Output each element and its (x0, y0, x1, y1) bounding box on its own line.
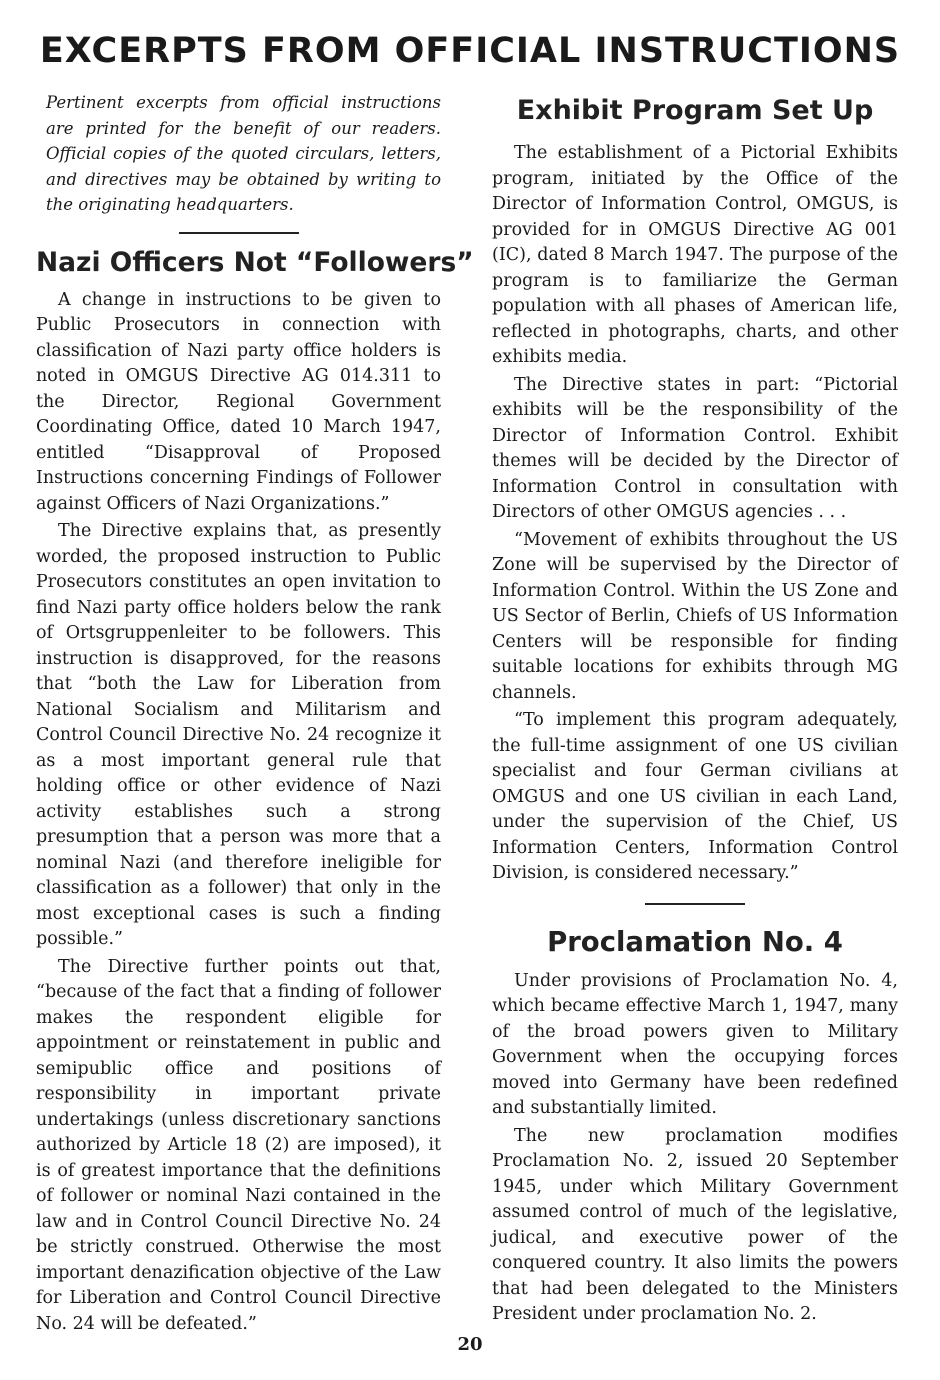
article-paragraph: The new proclamation modifies Proclamation No. 2, issued 20 September 1945, under which Military Government assumed control of much of the legislative, judical, and executive power of the conquered country. It also limits the powers that had been delegated to the Ministers President under proclamation No. 2. (492, 1125, 898, 1324)
right-column (492, 94, 898, 1328)
page-title: EXCERPTS FROM OFFICIAL INSTRUCTIONS (39, 31, 901, 71)
left-column (36, 90, 474, 1337)
section-title-exhibit-program: Exhibit Program Set Up (516, 95, 874, 126)
article-paragraph: The establishment of a Pictorial Exhibits program, initiated by the Office of the Director of Information Control, OMGUS, is provided for in OMGUS Directive AG 001 (IC), dated 8 March 1947. The purpose of the program is to familiarize the German population with all phases of American life, reflected in photographs, charts, and other exhibits media. (492, 143, 898, 367)
page-number: 20 (457, 1334, 483, 1355)
article-paragraph: “Movement of exhibits throughout the US Zone will be supervised by the Director of Information Control. Within the US Zone and US Sector of Berlin, Chiefs of US Information Centers will be responsible for finding suitable locations for exhibits through MG channels. (492, 529, 898, 703)
section-title-proclamation: Proclamation No. 4 (547, 925, 843, 958)
section-divider (645, 903, 745, 905)
section-title-nazi-officers: Nazi Officers Not “Followers” (36, 246, 474, 278)
article-paragraph: A change in instructions to be given to Public Prosecutors in connection with classification of Nazi party office holders is noted in OMGUS Directive AG 014.311 to the Director, Regional Government Coordinating Office, dated 10 March 1947, entitled “Disapproval of Proposed Instructions concerning Findings of Follower against Officers of Nazi Organizations.” (36, 289, 441, 514)
section-divider (179, 232, 299, 234)
article-paragraph: Under provisions of Proclamation No. 4, which became effective March 1, 1947, many of the broad powers given to Military Government when the occupying forces moved into Germany have been redefined and substantially limited. (492, 970, 898, 1118)
intro-note: Pertinent excerpts from official instructions are printed for the benefit of our readers. Official copies of the quoted circulars, letters, and directives may be obtained by writing to the originating headquarters. (46, 93, 441, 214)
article-paragraph: The Directive states in part: “Pictorial exhibits will be the responsibility of the Director of Information Control. Exhibit themes will be decided by the Director of Information Control in consultation with Directors of other OMGUS agencies . . . (492, 374, 898, 522)
article-paragraph: “To implement this program adequately, the full-time assignment of one US civilian specialist and four German civilians at OMGUS and one US civilian in each Land, under the supervision of the Chief, US Information Centers, Information Control Division, is considered necessary.” (492, 710, 898, 883)
article-paragraph: The Directive explains that, as presently worded, the proposed instruction to Public Prosecutors constitutes an open invitation to find Nazi party office holders below the rank of Ortsgruppenleiter to be followers. This instruction is disapproved, for the reasons that “both the Law for Liberation from National Socialism and Militarism and Control Council Directive No. 24 recognize it as a most important general rule that holding office or other evidence of Nazi activity establishes such a strong presumption that a person was more that a nominal Nazi (and therefore ineligible for classification as a follower) that only in the most exceptional cases is such a finding possible.” (36, 521, 441, 949)
article-paragraph: The Directive further points out that, “because of the fact that a finding of follower makes the respondent eligible for appointment or reinstatement in public and semipublic office and positions of responsibility in important private undertakings (unless discretionary sanctions authorized by Article 18 (2) are imposed), it is of greatest importance that the definitions of follower or nominal Nazi contained in the law and in Control Council Directive No. 24 be strictly construed. Otherwise the most important denazification objective of the Law for Liberation and Control Council Directive No. 24 will be defeated.” (36, 956, 441, 1334)
